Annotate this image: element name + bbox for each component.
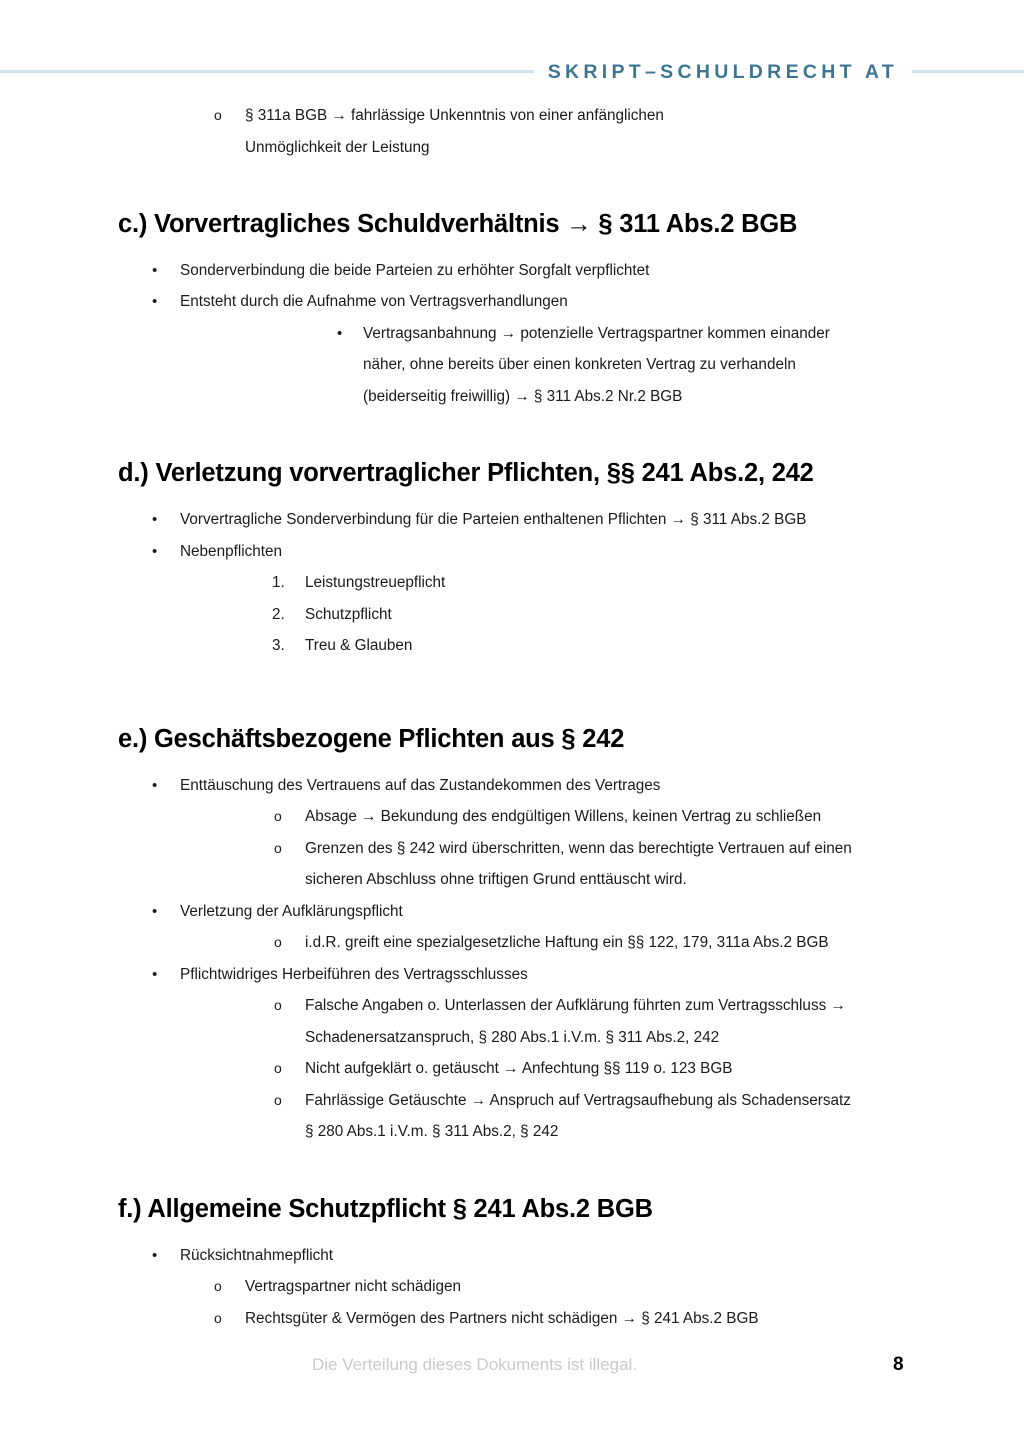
section-heading-e: e.) Geschäftsbezogene Pflichten aus § 242 xyxy=(118,724,625,753)
page-number: 8 xyxy=(893,1354,904,1375)
list-item-label: Leistungstreuepflicht xyxy=(305,574,446,592)
list-item-label: Vertragsanbahnung → potenzielle Vertragspartner kommen einander xyxy=(363,324,830,342)
list-item-label: Vorvertragliche Sonderverbindung für die Parteien enthaltenen Pflichten → § 311 Abs.2 BGB xyxy=(180,511,807,529)
intro-block xyxy=(0,100,1024,163)
list-item-label: Absage → Bekundung des endgültigen Willens, keinen Vertrag zu schließen xyxy=(305,808,822,826)
list-item-label: Entsteht durch die Aufnahme von Vertragsverhandlungen xyxy=(180,293,568,311)
bullet-hollow-icon: o xyxy=(214,107,222,123)
spacer xyxy=(0,241,1024,255)
section-c-body xyxy=(0,255,1024,413)
list-item-continuation: Unmöglichkeit der Leistung xyxy=(245,138,430,156)
list-item xyxy=(0,318,1024,413)
list-item-label: Fahrlässige Getäuschte → Anspruch auf Vertragsaufhebung als Schadensersatz xyxy=(305,1091,851,1109)
bullet-filled-icon: • xyxy=(152,965,158,983)
numbered-list-item xyxy=(0,630,1024,662)
bullet-filled-icon: • xyxy=(152,261,158,279)
bullet-filled-icon: • xyxy=(337,324,343,342)
numbered-list-item xyxy=(0,567,1024,599)
list-item-continuation: Schadenersatzanspruch, § 280 Abs.1 i.V.m. § 311 Abs.2, 242 xyxy=(305,1028,720,1046)
list-number: 1. xyxy=(272,574,285,592)
spacer xyxy=(0,1226,1024,1240)
section-heading-c: c.) Vorvertragliches Schuldverhältnis → § 311 Abs.2 BGB xyxy=(118,210,798,238)
bullet-filled-icon: • xyxy=(152,1246,158,1264)
list-item xyxy=(0,770,1024,802)
list-item-label: Treu & Glauben xyxy=(305,637,413,655)
list-item-label: Enttäuschung des Vertrauens auf das Zustandekommen des Vertrages xyxy=(180,776,661,794)
list-item-label: § 311a BGB → fahrlässige Unkenntnis von einer anfänglichen xyxy=(245,107,664,124)
section-d-body xyxy=(0,504,1024,662)
bullet-hollow-icon: o xyxy=(274,1060,282,1077)
spacer xyxy=(0,163,1024,209)
section-heading-d: d.) Verletzung vorvertraglicher Pflichten, §§ 241 Abs.2, 242 xyxy=(118,459,814,488)
numbered-list-item xyxy=(0,599,1024,631)
bullet-filled-icon: • xyxy=(152,293,158,311)
spacer xyxy=(0,756,1024,770)
list-item xyxy=(0,536,1024,568)
list-item-label: Grenzen des § 242 wird überschritten, wenn das berechtigte Vertrauen auf einen xyxy=(305,839,852,857)
list-item xyxy=(0,896,1024,928)
list-item-label: Falsche Angaben o. Unterlassen der Aufklärung führten zum Vertragsschluss → xyxy=(305,997,846,1015)
page-footer xyxy=(0,1350,1024,1390)
list-item xyxy=(0,990,1024,1053)
list-item-label: Vertragspartner nicht schädigen xyxy=(245,1278,461,1295)
bullet-hollow-icon: o xyxy=(274,934,282,951)
list-item xyxy=(0,1240,1024,1272)
document-header-title: SKRIPT–SCHULDRECHT AT xyxy=(534,50,912,94)
list-item xyxy=(0,504,1024,536)
bullet-hollow-icon: o xyxy=(274,997,282,1014)
list-number: 3. xyxy=(272,637,285,655)
section-heading-f: f.) Allgemeine Schutzpflicht § 241 Abs.2 BGB xyxy=(118,1194,653,1223)
list-item-label: Pflichtwidriges Herbeiführen des Vertragsschlusses xyxy=(180,965,528,983)
spacer xyxy=(0,662,1024,724)
bullet-hollow-icon: o xyxy=(214,1278,222,1294)
spacer xyxy=(0,1148,1024,1194)
list-item-label: Schutzpflicht xyxy=(305,605,392,623)
list-item-label: i.d.R. greift eine spezialgesetzliche Haftung ein §§ 122, 179, 311a Abs.2 BGB xyxy=(305,934,829,952)
bullet-hollow-icon: o xyxy=(274,839,282,856)
footer-watermark: Die Verteilung dieses Dokuments ist illegal. xyxy=(312,1355,638,1374)
list-item xyxy=(0,255,1024,287)
bullet-filled-icon: • xyxy=(152,902,158,920)
list-item xyxy=(0,286,1024,318)
bullet-hollow-icon: o xyxy=(274,1091,282,1108)
bullet-filled-icon: • xyxy=(152,511,158,529)
list-item-label: Nebenpflichten xyxy=(180,542,283,560)
list-item xyxy=(0,801,1024,833)
list-number: 2. xyxy=(272,605,285,623)
list-item-continuation: näher, ohne bereits über einen konkreten Vertrag zu verhandeln xyxy=(363,356,796,374)
list-item-label: Nicht aufgeklärt o. getäuscht → Anfechtung §§ 119 o. 123 BGB xyxy=(305,1060,733,1078)
bullet-filled-icon: • xyxy=(152,542,158,560)
bullet-hollow-icon: o xyxy=(274,808,282,825)
list-item-label: Rücksichtnahmepflicht xyxy=(180,1246,334,1264)
list-item-label: Verletzung der Aufklärungspflicht xyxy=(180,902,403,920)
list-item xyxy=(0,1053,1024,1085)
list-item xyxy=(0,927,1024,959)
list-item-label: Sonderverbindung die beide Parteien zu erhöhter Sorgfalt verpflichtet xyxy=(180,261,650,279)
list-item-continuation: § 280 Abs.1 i.V.m. § 311 Abs.2, § 242 xyxy=(305,1123,559,1141)
section-e-body xyxy=(0,770,1024,1148)
list-item xyxy=(0,833,1024,896)
list-item xyxy=(0,1303,1024,1335)
spacer xyxy=(0,412,1024,458)
list-item-continuation: sicheren Abschluss ohne triftigen Grund enttäuscht wird. xyxy=(305,871,687,889)
list-item xyxy=(0,1271,1024,1303)
list-item-continuation: (beiderseitig freiwillig) → § 311 Abs.2 Nr.2 BGB xyxy=(363,387,683,405)
section-f-body xyxy=(0,1240,1024,1335)
list-item-label: Rechtsgüter & Vermögen des Partners nicht schädigen → § 241 Abs.2 BGB xyxy=(245,1309,759,1327)
list-item xyxy=(0,959,1024,991)
page-header xyxy=(0,50,1024,94)
list-item xyxy=(0,100,1024,163)
list-item xyxy=(0,1085,1024,1148)
bullet-filled-icon: • xyxy=(152,776,158,794)
document-content xyxy=(0,100,1024,1334)
bullet-hollow-icon: o xyxy=(214,1309,222,1326)
spacer xyxy=(0,490,1024,504)
